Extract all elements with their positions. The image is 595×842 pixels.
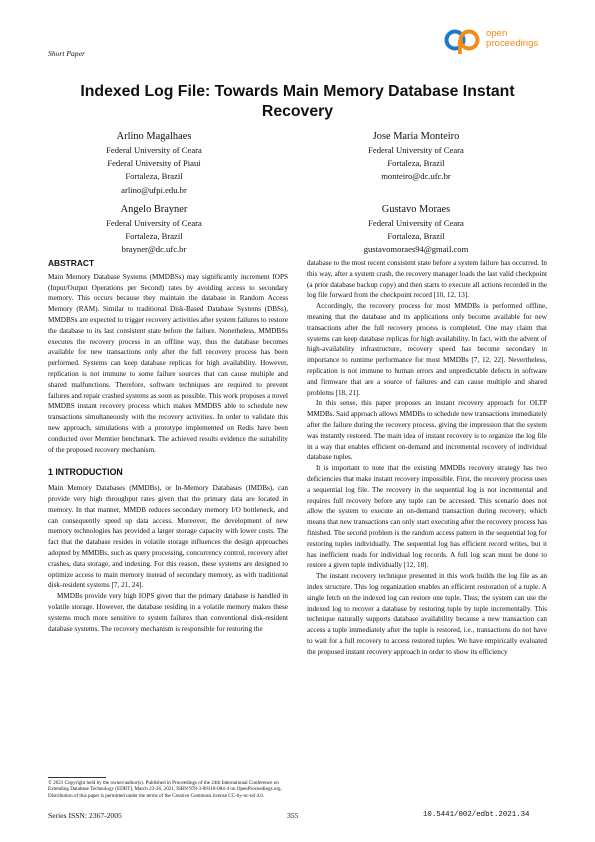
author-location: Fortaleza, Brazil bbox=[387, 158, 445, 169]
body-paragraph: MMDBs provide very high IOPS given that the primary database is handled in volatile storage. However, the database residing in a volatile memory makes these systems much more sensitive to system failures than conventional disk-resident database systems. The recovery mechanism is responsible for restoring the bbox=[48, 592, 288, 633]
logo-mark-icon bbox=[444, 28, 484, 56]
copyright-footnote bbox=[48, 780, 288, 799]
author-email: gustavomoraes94@gmail.com bbox=[363, 244, 469, 255]
author-block bbox=[306, 130, 526, 184]
author-affiliation: Federal University of Piaui bbox=[107, 158, 201, 169]
author-affiliation: Federal University of Ceara bbox=[368, 218, 464, 228]
page-number: 355 bbox=[287, 811, 299, 820]
author-name: Gustavo Moraes bbox=[381, 204, 451, 215]
author-email: brayner@dc.ufc.br bbox=[121, 244, 187, 255]
right-column bbox=[307, 258, 547, 657]
body-paragraph: The instant recovery technique presented in this work builds the log file as an index structure. This log organization enables an efficient restoration of a tuple. A single fetch on the indexed log can restore one tuple. Thus, the system can use the indexed log to recover a database by restoring tuple by tuple incrementally. This technique naturally supports database availability because a new transaction can access a tuple immediately after the tuple is restored, i.e., transactions do not have to wait for a full recovery to access restored tuples. We have empirically evaluated the proposed instant recovery approach in order to show its efficiency bbox=[307, 572, 547, 656]
author-block bbox=[306, 203, 526, 257]
author-location: Fortaleza, Brazil bbox=[125, 171, 183, 182]
footer-issn: Series ISSN: 2367-2005 bbox=[48, 811, 122, 820]
body-paragraph: Accordingly, the recovery process for most MMDBs is performed offline, meaning that the database and its applications only become available for new transactions after the full recovery process is completed. One may claim that systems can keep database replicas for high availability. In fact, with the advent of high-availability infrastructure, recovery speed has become secondary in importance to runtime performance for most MMDBs [7, 12, 22]. Nevertheless, replication is not immune to human errors and unpredictable defects in software and firmware that are a source of failures and can cause multiple and shared problems [18, 21]. bbox=[307, 302, 547, 397]
author-affiliation: Federal University of Ceara bbox=[368, 145, 464, 155]
body-paragraph: In this sense, this paper proposes an instant recovery approach for OLTP MMDBs. Said approach allows MMDBs to schedule new transactions immediately after the failure during the recovery process, giving the impression that the system was instantly restored. The main idea of instant recovery is to organize the log file in a way that enables efficient on-demand and incremental recovery of individual database tuples. bbox=[307, 399, 547, 462]
abstract-text: Main Memory Database Systems (MMDBSs) may significantly increment IOPS (Input/Output Operations per Second) rates by avoiding access to secondary memory. This occurs because they maintain the database in Random Access Memory (RAM). Similar to traditional Disk-Based Database Systems (DBSs), MMDBSs are expected to trigger recovery activities after system failures to restore the database to its last consistent state before the failure. Nonetheless, MMDBSs executes the recovery process in an offline way, thus the database becomes available for new transactions only after the full recovery process has been performed. Systems can keep database replicas for high availability. However, replication is not immune to some failure sources that can cause multiple and shared malfunctions. Therefore, software techniques are required to prevent failures and repair crashed systems as soon as possible. This work proposes a novel MMDBS instant recovery process which makes MMDBS able to schedule new transactions simultaneously with the recovery activities. In order to validate this new approach, simulations with a prototype implemented on Redis have been conducted over Memtier benchmark. The achieved results evidence the suitability of the proposed recovery mechanism. bbox=[48, 272, 288, 454]
author-email: arlino@ufpi.edu.br bbox=[121, 184, 187, 195]
footnote-text: © 2021 Copyright held by the owner/author(s). Published in Proceedings of the 24th International Conference on Extending Database Technology (EDBT), March 23-26, 2021, ISBN 978-3-89318-084-4 on OpenProceedings.org. bbox=[48, 780, 282, 793]
body-paragraph: It is important to note that the existing MMDBs recovery strategy has two deficiencies that make instant recovery impossible. First, the recovery process uses a sequential log file. The recovery in the sequential log is not incremental and requires full recovery before any tuple can be accessed. This scenario does not allow the system to execute an on-demand transaction during recovery, which means that new transactions can only start executing after the recovery process has finished. The second problem is the random access pattern in the sequential log for restoring tuples individually. The sequential log has efficient record writes, but it has inefficient reads for individual log records. A full log scan must be done to restore a given tuple individually [12, 18]. bbox=[307, 464, 547, 570]
abstract-heading: ABSTRACT bbox=[48, 258, 95, 268]
left-column bbox=[48, 258, 288, 634]
footnote-text: Distribution of this paper is permitted under the terms of the Creative Commons license CC-by-nc-nd 4.0. bbox=[48, 792, 265, 799]
author-name: Jose Maria Monteiro bbox=[372, 131, 460, 142]
author-location: Fortaleza, Brazil bbox=[387, 231, 445, 242]
openproceedings-logo bbox=[444, 28, 564, 56]
body-paragraph: database to the most recent consistent state before a system failure has occurred. In this way, after a system crash, the recovery manager loads the last valid checkpoint (a prior database backup copy) and then starts to execute all actions recorded in the log file forward from the checkpoint record [10, 12, 13]. bbox=[307, 259, 547, 300]
paper-title: Indexed Log File: Towards Main Memory Database Instant Recovery bbox=[80, 83, 515, 120]
author-name: Arlino Magalhaes bbox=[116, 131, 192, 142]
body-paragraph: Main Memory Databases (MMDBs), or In-Memory Databases (IMDBs), can provide very high throughput rates given that the primary data are located in memory. In that manner, MMDB reduces secondary memory I/O bottleneck, and can consequently speed up data access. Moreover, the development of new memory technologies has provided a larger storage capacity with lower costs. The fact that the database resides in volatile storage influences the design approaches adopted by MMDBs, such as query processing, concurrency control, recovery after crashes, data storage, and indexing. For this reason, these systems are designed to optimize access to main memory instead of secondary memory, as with traditional disk-resident systems [7, 21, 24]. bbox=[48, 484, 288, 590]
author-block bbox=[44, 130, 264, 197]
paper-type-label: Short Paper bbox=[48, 49, 85, 58]
author-location: Fortaleza, Brazil bbox=[125, 231, 183, 242]
logo-text: open proceedings bbox=[486, 28, 539, 49]
author-affiliation: Federal University of Ceara bbox=[106, 218, 202, 228]
footer-doi: 10.5441/002/edbt.2021.34 bbox=[423, 811, 530, 819]
footnote-rule bbox=[48, 777, 106, 778]
author-affiliation: Federal University of Ceara bbox=[106, 145, 202, 155]
author-email: monteiro@dc.ufc.br bbox=[381, 171, 451, 182]
author-name: Angelo Brayner bbox=[120, 204, 188, 215]
section-heading: 1 INTRODUCTION bbox=[48, 467, 123, 478]
author-block bbox=[44, 203, 264, 257]
